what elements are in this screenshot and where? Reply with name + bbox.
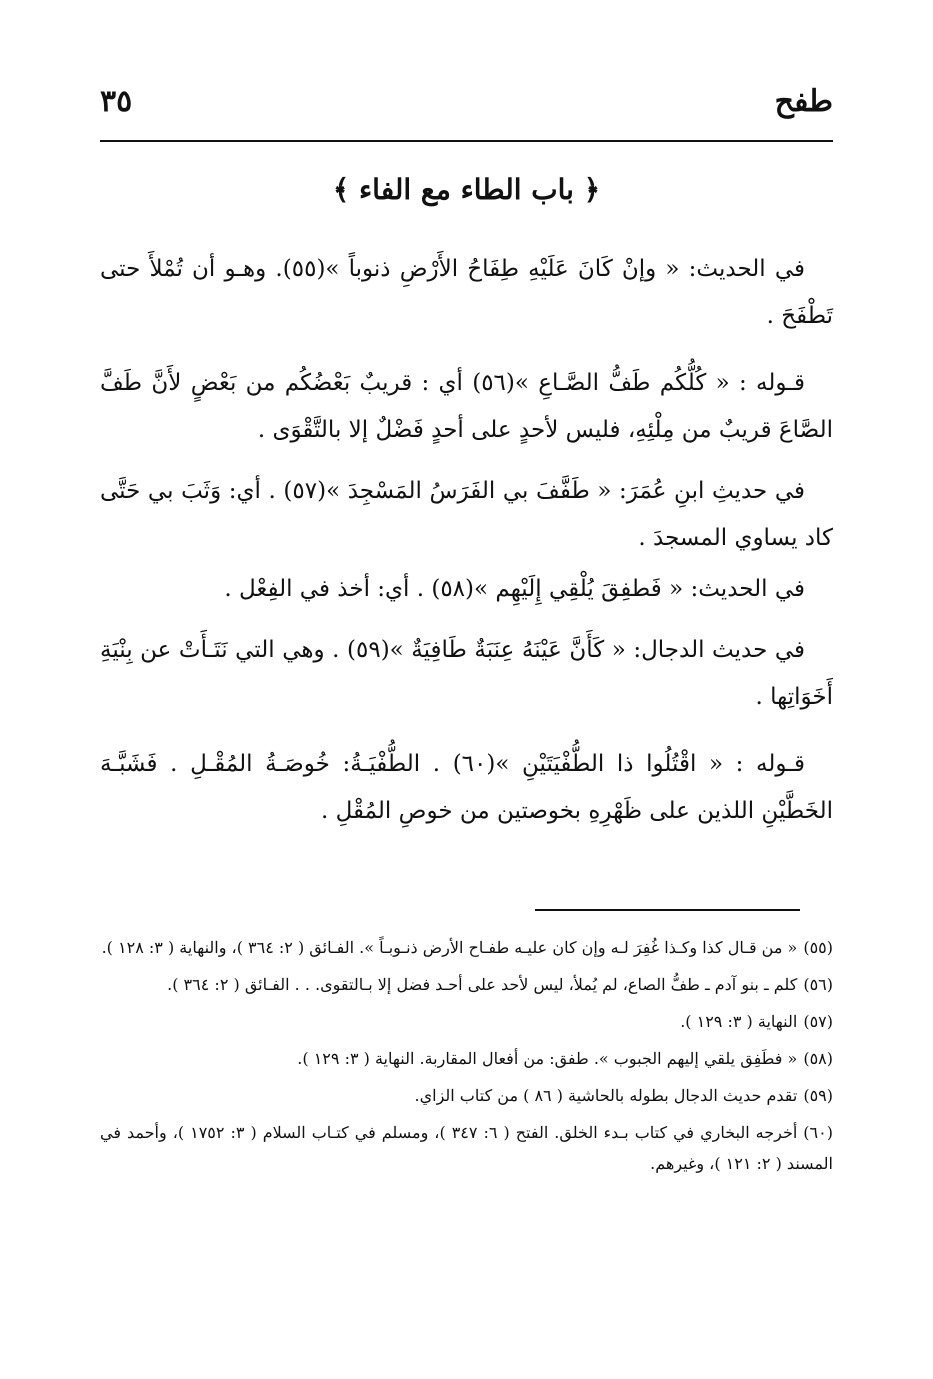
footnote-number: (٥٩) <box>803 1086 833 1105</box>
chapter-title: ﴿ باب الطاء مع الفاء ﴾ <box>332 173 601 206</box>
page-number: ٣٥ <box>100 84 133 119</box>
footnote-number: (٥٨) <box>803 1049 833 1068</box>
footnote-number: (٥٧) <box>803 1012 833 1031</box>
header-rule <box>100 140 833 142</box>
footnote-separator <box>535 909 800 911</box>
footnote <box>100 1043 833 1074</box>
footnote-text: « من قـال كذا وكـذا غُفِرَ لـه وإن كان عليـه طفـاح الأرض ذنـوبـاً ». الفـائق ( ٢: ٣٦٤ )، والنهاية ( ٣: ١٢٨ ). <box>101 938 798 957</box>
footnotes <box>100 932 833 1179</box>
footnote <box>100 969 833 1000</box>
main-text <box>100 246 833 835</box>
paragraph: في الحديث: « وإنْ كَانَ عَلَيْهِ طِفَاحُ الأَرْضِ ذنوباً »(٥٥). وهـو أن تُمْلأَ حتى تَطْفَحَ . <box>100 256 833 329</box>
footnote <box>100 1117 833 1179</box>
footnote-text: تقدم حديث الدجال بطوله بالحاشية ( ٨٦ ) من كتاب الزاي. <box>414 1086 798 1105</box>
footnote-text: كلم ـ بنو آدم ـ طفُّ الصاع، لم يُملأ، ليس لأحد على أحـد فضل إلا بـالتقوى. . . الفـائق ( ٢: ٣٦٤ ). <box>167 975 798 994</box>
root-word-heading: طفح <box>774 84 833 119</box>
footnote-number: (٥٦) <box>803 975 833 994</box>
paragraph: في حديثِ ابنِ عُمَرَ: « طَفَّفَ بي الفَرَسُ المَسْجِدَ »(٥٧) . أي: وَثَبَ بي حَتَّى كاد يساوي المسجدَ . <box>100 478 833 551</box>
footnote-number: (٦٠) <box>803 1123 833 1142</box>
paragraph: في حديث الدجال: « كَأَنَّ عَيْنَهُ عِنَبَةٌ طَافِيَةٌ »(٥٩) . وهي التي نَتَـأَتْ عن بِنْيَةِ أَخَوَاتِها . <box>100 637 833 710</box>
footnote <box>100 1006 833 1037</box>
footnote-text: أخرجه البخاري في كتاب بـدء الخلق. الفتح ( ٦: ٣٤٧ )، ومسلم في كتـاب السلام ( ٣: ١٧٥٢ )، وأحمد في المسند ( ٢: ١٢١ )، وغيرهم. <box>100 1123 833 1173</box>
footnote-number: (٥٥) <box>803 938 833 957</box>
footnote-text: « فطَفِق يلقي إليهم الجبوب ». طفق: من أفعال المقاربة. النهاية ( ٣: ١٢٩ ). <box>297 1049 798 1068</box>
footnote-text: النهاية ( ٣: ١٢٩ ). <box>680 1012 798 1031</box>
paragraph: قـوله : « كُلُّكُم طَفُّ الصَّـاعِ »(٥٦) أي : قريبٌ بَعْضُكُم من بَعْضٍ لأَنَّ طَفَّ الصَّاعَ قريبٌ من مِلْئِهِ، فليس لأحدٍ على أحدٍ فَضْلٌ إلا بالتَّقْوَى . <box>100 370 833 443</box>
footnote <box>100 1080 833 1111</box>
footnote <box>100 932 833 963</box>
running-head <box>100 82 833 126</box>
paragraph: في الحديث: « فَطفِقَ يُلْقِي إِلَيْهِم »(٥٨) . أي: أخذ في الفِعْل . <box>224 576 805 602</box>
paragraph: قـوله : « اقْتُلُوا ذا الطُّفْيَتَيْنِ »(٦٠) . الطُّفْيَـةُ: خُوصَـةُ المُقْـلِ . فَشَبَّـهَ الخَطَّيْنِ اللذين على ظَهْرِهِ بخوصتين من خوصِ المُقْلِ . <box>100 751 833 824</box>
